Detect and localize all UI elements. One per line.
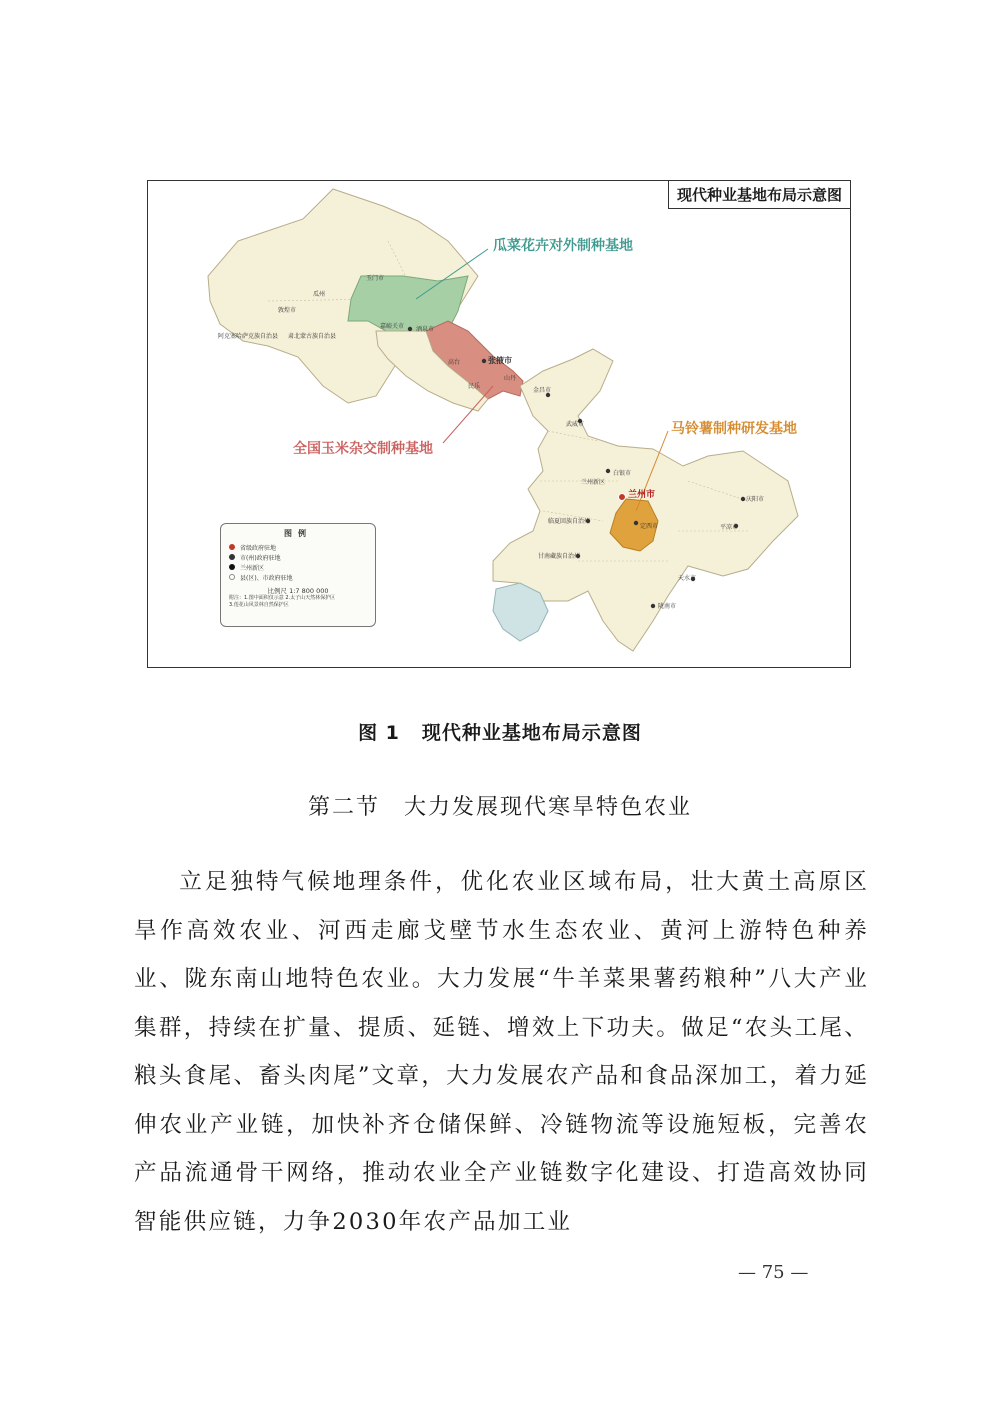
map-legend	[220, 523, 376, 627]
figure-caption	[0, 718, 1000, 745]
legend-item	[229, 552, 367, 562]
new-district-symbol-icon	[229, 564, 235, 570]
legend-item	[229, 562, 367, 572]
capital-symbol-icon	[229, 544, 235, 550]
map-figure	[147, 180, 851, 668]
marker-city	[634, 521, 638, 525]
callout-corn-base: 全国玉米杂交制种基地	[293, 441, 433, 457]
legend-label: 省级政府驻地	[240, 544, 277, 552]
place-guazhou: 瓜州	[313, 291, 326, 298]
marker-city	[482, 359, 486, 363]
legend-note: 附注：1.图中面积仅示意 2.太子山天然林保护区	[229, 595, 336, 601]
place-pingliang: 平凉市	[720, 524, 739, 531]
place-tianshui: 天水市	[678, 575, 697, 582]
place-zhangye: 张掖市	[488, 356, 512, 365]
place-jinchang: 金昌市	[533, 387, 552, 394]
section-number: 第二节	[307, 795, 380, 820]
legend-scale: 比例尺 1:7 800 000	[267, 587, 329, 595]
place-jiayuguan: 嘉峪关市	[380, 323, 405, 330]
place-linxia: 临夏回族自治州	[548, 518, 591, 525]
place-yumen: 玉门市	[366, 275, 385, 282]
place-gannan: 甘南藏族自治州	[538, 553, 581, 560]
marker-city	[408, 327, 412, 331]
body-text	[134, 858, 869, 1246]
marker-city	[741, 497, 745, 501]
place-qingyang: 庆阳市	[746, 496, 765, 503]
marker-city	[651, 604, 655, 608]
legend-label: 兰州新区	[240, 564, 265, 572]
place-minle: 民乐	[468, 383, 481, 390]
place-akesai: 阿克塞哈萨克族自治县	[218, 333, 279, 340]
place-longnan: 陇南市	[658, 603, 677, 610]
section-title-text: 大力发展现代寒旱特色农业	[404, 795, 693, 820]
city-symbol-icon	[229, 554, 235, 560]
place-baiyin: 白银市	[613, 470, 632, 477]
map-title: 现代种业基地布局示意图	[668, 181, 850, 209]
page-number: — 75 —	[738, 1262, 809, 1283]
section-heading	[0, 790, 1000, 821]
callout-melon-base: 瓜菜花卉对外制种基地	[493, 238, 633, 254]
marker-capital	[619, 494, 626, 501]
place-jiuquan-city: 酒泉市	[416, 326, 435, 333]
legend-label: 县(区)、市政府驻地	[240, 574, 293, 582]
body-paragraph: 立足独特气候地理条件，优化农业区域布局，壮大黄土高原区旱作高效农业、河西走廊戈壁节水生态农业、黄河上游特色种养业、陇东南山地特色农业。大力发展“牛羊菜果薯药粮种”八大产业集群，持续在扩量、提质、延链、增效上下功夫。做足“农头工尾、粮头食尾、畜头肉尾”文章，大力发展农产品和食品深加工，着力延伸农业产业链，加快补齐仓储保鲜、冷链物流等设施短板，完善农产品流通骨干网络，推动农业全产业链数字化建设、打造高效协同智能供应链，力争2030年农产品加工业	[134, 869, 869, 1235]
place-dunhuang: 敦煌市	[278, 307, 297, 314]
place-lanzhou: 兰州市	[628, 490, 656, 500]
place-shandan: 山丹	[504, 375, 517, 382]
legend-label: 市(州)政府驻地	[240, 554, 281, 562]
place-gaotai: 高台	[448, 359, 461, 366]
place-subei: 肃北蒙古族自治县	[288, 333, 337, 340]
callout-potato-base: 马铃薯制种研发基地	[671, 421, 797, 437]
legend-item	[229, 572, 367, 582]
place-dingxi: 定西市	[640, 523, 659, 530]
marker-city	[606, 469, 610, 473]
place-lanzhou-new: 兰州新区	[581, 479, 606, 486]
legend-note: 3.莲花山风景林自然保护区	[229, 602, 289, 608]
figure-caption-text: 现代种业基地布局示意图	[421, 722, 642, 744]
legend-title: 图例	[284, 529, 312, 538]
figure-number: 图 1	[358, 722, 400, 744]
legend-item	[229, 542, 367, 552]
county-symbol-icon	[229, 574, 235, 580]
place-wuwei: 武威市	[566, 421, 585, 428]
